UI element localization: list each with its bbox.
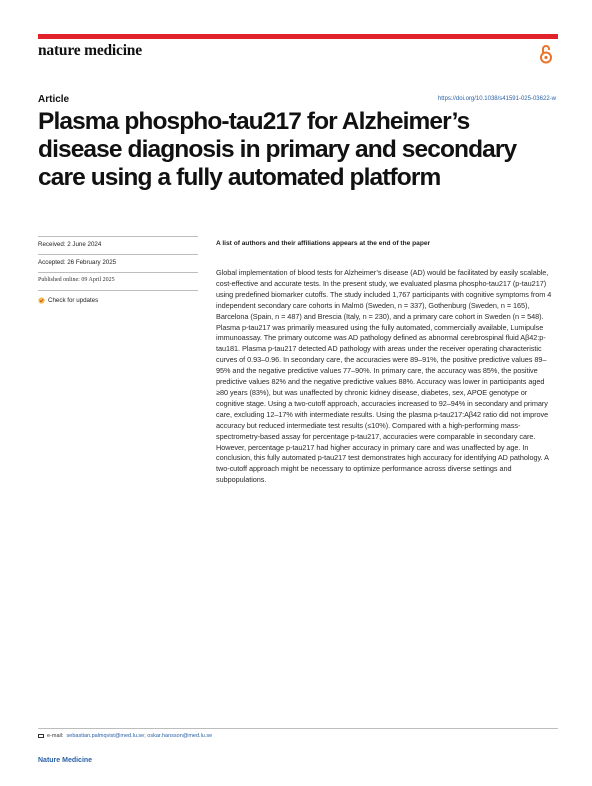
footer-journal-name[interactable]: Nature Medicine <box>38 757 93 764</box>
doi-link[interactable]: https://doi.org/10.1038/s41591-025-03622-w <box>437 96 556 102</box>
footer-divider <box>38 728 558 729</box>
check-for-updates[interactable] <box>38 290 198 308</box>
accepted-date: Accepted: 26 February 2025 <box>38 254 198 272</box>
email-addresses[interactable]: sebastian.palmqvist@med.lu.se; oskar.hansson@med.lu.se <box>66 733 213 739</box>
journal-name[interactable]: nature medicine <box>38 42 142 59</box>
published-date: Published online: 09 April 2025 <box>38 272 198 290</box>
envelope-icon <box>38 734 44 738</box>
article-type-label: Article <box>38 94 70 105</box>
article-title: Plasma phospho-tau217 for Alzheimer’s disease diagnosis in primary and secondary care using a fully automated platform <box>38 108 517 191</box>
crossmark-icon <box>38 297 45 304</box>
correspondence-email <box>38 733 212 739</box>
abstract: Global implementation of blood tests for Alzheimer’s disease (AD) would be facilitated by easily scalable, cost-effective and accurate tests. In the present study, we evaluated plasma phospho-tau217 (p-tau217) using predefined biomarker cutoffs. The study included 1,767 participants with cognitive symptoms from 4 independent secondary care cohorts in Malmö (Sweden, n = 337), Gothenburg (Sweden, n = 165), Barcelona (Spain, n = 487) and Brescia (Italy, n = 230), and a primary care cohort in Sweden (n = 548). Plasma p-tau217 was primarily measured using the fully automated, commercially available, Lumipulse immunoassay. The primary outcome was AD pathology defined as abnormal cerebrospinal fluid Aβ42:p-tau181. Plasma p-tau217 detected AD pathology with areas under the receiver operating characteristic curves of 0.93–0.96. In secondary care, the accuracies were 89–91%, the positive predictive values 89–95% and the negative predictive values 77–90%. In primary care, the accuracy was 85%, the positive predictive values 82% and the negative predictive values 88%. Accuracy was lower in participants aged ≥80 years (83%), but was unaffected by chronic kidney disease, diabetes, sex, APOE genotype or cognitive stage. Using a two-cutoff approach, accuracies increased to 92–94% in secondary and primary care, excluding 12–17% with intermediate results. Using the plasma p-tau217:Aβ42 ratio did not improve accuracy but reduced intermediate test results (≤10%). Compared with a high-performing mass-spectrometry-based assay for percentage p-tau217, accuracies were comparable in secondary care. However, percentage p-tau217 had higher accuracy in primary care and was unaffected by age. In conclusion, this fully automated p-tau217 test demonstrates high accuracy for identifying AD pathology. A two-cutoff approach might be necessary to optimize performance across diverse settings and subpopulations. <box>216 268 552 485</box>
publication-history <box>38 236 198 308</box>
received-date: Received: 2 June 2024 <box>38 236 198 254</box>
affiliation-note: A list of authors and their affiliations appears at the end of the paper <box>216 240 431 247</box>
email-prefix: e-mail: <box>47 733 64 739</box>
open-access-lock-icon <box>538 44 554 64</box>
journal-header-bar <box>38 34 558 39</box>
check-for-updates-label: Check for updates <box>48 296 99 304</box>
